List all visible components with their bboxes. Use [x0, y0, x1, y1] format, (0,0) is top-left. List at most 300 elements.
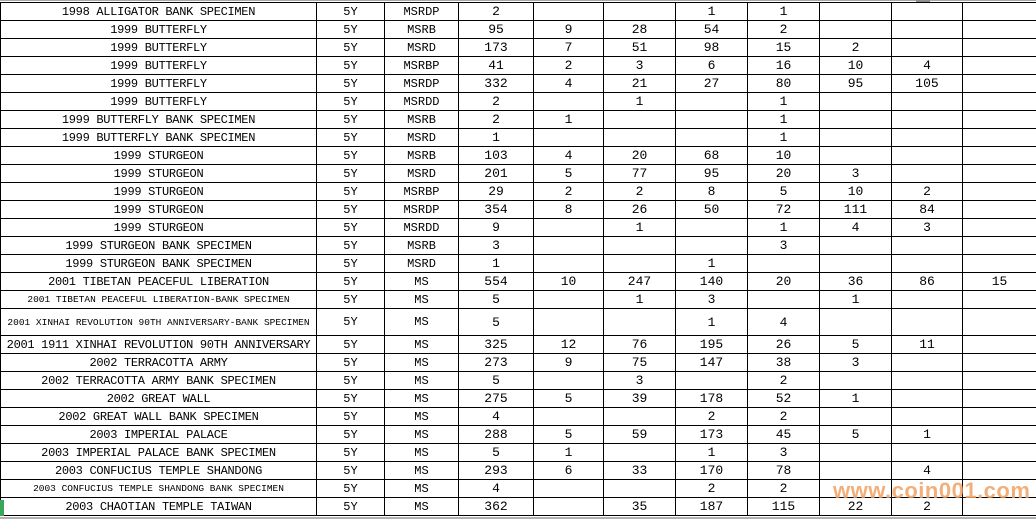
cell-count[interactable] — [963, 75, 1036, 93]
cell-count[interactable]: 10 — [534, 273, 604, 291]
cell-count[interactable]: 2 — [534, 57, 604, 75]
cell-grade[interactable]: MS — [385, 444, 459, 462]
cell-coin-name[interactable]: 1999 BUTTERFLY — [1, 75, 317, 93]
cell-count[interactable]: 50 — [676, 201, 748, 219]
cell-coin-name[interactable]: 2001 XINHAI REVOLUTION 90TH ANNIVERSARY-BANK SPECIMEN — [1, 309, 317, 336]
cell-count[interactable] — [604, 111, 676, 129]
cell-count[interactable]: 3 — [820, 354, 892, 372]
cell-count[interactable]: 4 — [459, 480, 534, 498]
cell-count[interactable] — [963, 165, 1036, 183]
cell-count[interactable]: 8 — [676, 183, 748, 201]
cell-count[interactable] — [676, 237, 748, 255]
cell-count[interactable] — [892, 237, 963, 255]
cell-count[interactable]: 2 — [459, 3, 534, 21]
cell-grade[interactable]: MS — [385, 354, 459, 372]
cell-count[interactable]: 3 — [748, 237, 820, 255]
cell-count[interactable]: 26 — [604, 201, 676, 219]
cell-count[interactable]: 35 — [604, 498, 676, 516]
cell-grade[interactable]: MS — [385, 372, 459, 390]
cell-count[interactable] — [892, 3, 963, 21]
cell-count[interactable]: 5 — [459, 372, 534, 390]
cell-denomination[interactable]: 5Y — [317, 57, 385, 75]
cell-count[interactable]: 12 — [534, 336, 604, 354]
cell-coin-name[interactable]: 2003 CONFUCIUS TEMPLE SHANDONG — [1, 462, 317, 480]
cell-count[interactable] — [820, 408, 892, 426]
cell-count[interactable]: 28 — [604, 21, 676, 39]
cell-denomination[interactable]: 5Y — [317, 408, 385, 426]
cell-count[interactable] — [963, 390, 1036, 408]
cell-count[interactable]: 325 — [459, 336, 534, 354]
cell-count[interactable]: 1 — [892, 426, 963, 444]
cell-count[interactable]: 2 — [748, 480, 820, 498]
cell-denomination[interactable]: 5Y — [317, 309, 385, 336]
cell-count[interactable]: 293 — [459, 462, 534, 480]
cell-coin-name[interactable]: 2001 TIBETAN PEACEFUL LIBERATION-BANK SPECIMEN — [1, 291, 317, 309]
cell-count[interactable]: 201 — [459, 165, 534, 183]
cell-count[interactable]: 21 — [604, 75, 676, 93]
cell-count[interactable] — [820, 372, 892, 390]
cell-coin-name[interactable]: 2001 1911 XINHAI REVOLUTION 90TH ANNIVERSARY — [1, 336, 317, 354]
cell-grade[interactable]: MSRD — [385, 165, 459, 183]
cell-count[interactable]: 1 — [604, 291, 676, 309]
cell-count[interactable]: 33 — [604, 462, 676, 480]
cell-grade[interactable]: MS — [385, 462, 459, 480]
cell-count[interactable]: 20 — [748, 165, 820, 183]
cell-count[interactable] — [534, 372, 604, 390]
cell-count[interactable] — [963, 408, 1036, 426]
cell-denomination[interactable]: 5Y — [317, 129, 385, 147]
cell-grade[interactable]: MSRDP — [385, 3, 459, 21]
cell-count[interactable]: 4 — [534, 75, 604, 93]
cell-count[interactable]: 59 — [604, 426, 676, 444]
cell-count[interactable] — [892, 309, 963, 336]
cell-count[interactable] — [604, 408, 676, 426]
cell-count[interactable] — [604, 255, 676, 273]
cell-count[interactable]: 4 — [820, 219, 892, 237]
cell-count[interactable]: 4 — [892, 57, 963, 75]
cell-denomination[interactable]: 5Y — [317, 498, 385, 516]
cell-grade[interactable]: MS — [385, 273, 459, 291]
cell-count[interactable]: 95 — [820, 75, 892, 93]
cell-grade[interactable]: MSRDD — [385, 93, 459, 111]
cell-count[interactable] — [963, 498, 1036, 516]
cell-count[interactable] — [963, 426, 1036, 444]
cell-denomination[interactable]: 5Y — [317, 444, 385, 462]
cell-count[interactable]: 5 — [534, 390, 604, 408]
cell-count[interactable]: 51 — [604, 39, 676, 57]
cell-count[interactable] — [963, 255, 1036, 273]
cell-count[interactable]: 7 — [534, 39, 604, 57]
cell-count[interactable] — [604, 480, 676, 498]
cell-count[interactable]: 273 — [459, 354, 534, 372]
cell-denomination[interactable]: 5Y — [317, 273, 385, 291]
cell-count[interactable]: 288 — [459, 426, 534, 444]
cell-coin-name[interactable]: 2003 CHAOTIAN TEMPLE TAIWAN — [1, 498, 317, 516]
cell-count[interactable]: 554 — [459, 273, 534, 291]
cell-count[interactable]: 10 — [820, 57, 892, 75]
cell-coin-name[interactable]: 2003 CONFUCIUS TEMPLE SHANDONG BANK SPECIMEN — [1, 480, 317, 498]
cell-grade[interactable]: MS — [385, 309, 459, 336]
cell-count[interactable]: 76 — [604, 336, 676, 354]
cell-count[interactable]: 173 — [676, 426, 748, 444]
cell-count[interactable]: 84 — [892, 201, 963, 219]
cell-grade[interactable]: MS — [385, 498, 459, 516]
cell-count[interactable] — [892, 291, 963, 309]
cell-count[interactable]: 72 — [748, 201, 820, 219]
cell-count[interactable]: 3 — [892, 219, 963, 237]
cell-count[interactable]: 3 — [820, 165, 892, 183]
cell-count[interactable] — [892, 480, 963, 498]
cell-count[interactable]: 3 — [459, 237, 534, 255]
cell-count[interactable]: 2 — [534, 183, 604, 201]
cell-count[interactable] — [963, 93, 1036, 111]
cell-count[interactable]: 98 — [676, 39, 748, 57]
cell-count[interactable]: 2 — [459, 111, 534, 129]
cell-count[interactable] — [963, 183, 1036, 201]
cell-coin-name[interactable]: 2003 IMPERIAL PALACE BANK SPECIMEN — [1, 444, 317, 462]
cell-count[interactable]: 2 — [676, 408, 748, 426]
cell-denomination[interactable]: 5Y — [317, 111, 385, 129]
cell-count[interactable]: 187 — [676, 498, 748, 516]
cell-count[interactable] — [676, 372, 748, 390]
cell-denomination[interactable]: 5Y — [317, 219, 385, 237]
cell-count[interactable]: 332 — [459, 75, 534, 93]
cell-grade[interactable]: MSRDP — [385, 75, 459, 93]
cell-count[interactable]: 1 — [676, 3, 748, 21]
cell-count[interactable] — [963, 372, 1036, 390]
cell-grade[interactable]: MS — [385, 408, 459, 426]
cell-count[interactable]: 75 — [604, 354, 676, 372]
cell-coin-name[interactable]: 1999 STURGEON — [1, 147, 317, 165]
cell-count[interactable] — [676, 93, 748, 111]
cell-denomination[interactable]: 5Y — [317, 165, 385, 183]
cell-grade[interactable]: MSRDD — [385, 219, 459, 237]
cell-count[interactable]: 140 — [676, 273, 748, 291]
cell-count[interactable]: 10 — [820, 183, 892, 201]
cell-denomination[interactable]: 5Y — [317, 3, 385, 21]
cell-count[interactable] — [534, 219, 604, 237]
cell-denomination[interactable]: 5Y — [317, 201, 385, 219]
cell-count[interactable] — [604, 237, 676, 255]
cell-count[interactable] — [820, 462, 892, 480]
cell-count[interactable]: 39 — [604, 390, 676, 408]
cell-count[interactable] — [963, 57, 1036, 75]
cell-coin-name[interactable]: 1999 STURGEON — [1, 201, 317, 219]
cell-count[interactable] — [963, 336, 1036, 354]
cell-count[interactable] — [534, 3, 604, 21]
cell-count[interactable]: 77 — [604, 165, 676, 183]
cell-count[interactable]: 247 — [604, 273, 676, 291]
cell-grade[interactable]: MSRB — [385, 111, 459, 129]
cell-count[interactable]: 2 — [676, 480, 748, 498]
cell-count[interactable]: 1 — [820, 291, 892, 309]
cell-count[interactable] — [963, 444, 1036, 462]
cell-count[interactable] — [748, 291, 820, 309]
cell-count[interactable] — [963, 237, 1036, 255]
cell-count[interactable] — [534, 309, 604, 336]
cell-coin-name[interactable]: 2001 TIBETAN PEACEFUL LIBERATION — [1, 273, 317, 291]
cell-count[interactable]: 115 — [748, 498, 820, 516]
cell-grade[interactable]: MSRD — [385, 255, 459, 273]
cell-denomination[interactable]: 5Y — [317, 147, 385, 165]
cell-count[interactable]: 4 — [748, 309, 820, 336]
cell-denomination[interactable]: 5Y — [317, 336, 385, 354]
cell-grade[interactable]: MS — [385, 426, 459, 444]
cell-denomination[interactable]: 5Y — [317, 291, 385, 309]
cell-count[interactable]: 2 — [748, 372, 820, 390]
cell-count[interactable]: 2 — [604, 183, 676, 201]
cell-count[interactable]: 2 — [820, 39, 892, 57]
cell-count[interactable]: 20 — [748, 273, 820, 291]
cell-count[interactable]: 22 — [820, 498, 892, 516]
cell-count[interactable] — [963, 39, 1036, 57]
cell-count[interactable] — [604, 444, 676, 462]
cell-count[interactable]: 362 — [459, 498, 534, 516]
cell-count[interactable] — [534, 480, 604, 498]
cell-count[interactable]: 36 — [820, 273, 892, 291]
cell-count[interactable]: 5 — [748, 183, 820, 201]
cell-count[interactable] — [892, 129, 963, 147]
cell-count[interactable]: 95 — [676, 165, 748, 183]
cell-coin-name[interactable]: 1999 STURGEON BANK SPECIMEN — [1, 255, 317, 273]
cell-count[interactable]: 26 — [748, 336, 820, 354]
cell-count[interactable]: 4 — [892, 462, 963, 480]
cell-count[interactable]: 1 — [676, 309, 748, 336]
cell-coin-name[interactable]: 1999 BUTTERFLY — [1, 57, 317, 75]
cell-count[interactable] — [820, 3, 892, 21]
cell-count[interactable]: 2 — [892, 183, 963, 201]
cell-count[interactable]: 9 — [534, 354, 604, 372]
cell-coin-name[interactable]: 1999 BUTTERFLY — [1, 39, 317, 57]
cell-count[interactable]: 80 — [748, 75, 820, 93]
cell-count[interactable]: 1 — [459, 255, 534, 273]
cell-count[interactable]: 2 — [459, 93, 534, 111]
cell-count[interactable] — [963, 111, 1036, 129]
cell-count[interactable]: 5 — [820, 426, 892, 444]
cell-count[interactable] — [604, 3, 676, 21]
cell-count[interactable]: 195 — [676, 336, 748, 354]
cell-count[interactable] — [892, 444, 963, 462]
cell-count[interactable] — [820, 129, 892, 147]
cell-count[interactable] — [534, 291, 604, 309]
cell-count[interactable]: 1 — [534, 444, 604, 462]
cell-count[interactable]: 9 — [459, 219, 534, 237]
cell-count[interactable]: 103 — [459, 147, 534, 165]
cell-count[interactable] — [963, 21, 1036, 39]
cell-denomination[interactable]: 5Y — [317, 93, 385, 111]
cell-count[interactable] — [892, 93, 963, 111]
cell-count[interactable] — [963, 291, 1036, 309]
cell-count[interactable] — [820, 255, 892, 273]
cell-coin-name[interactable]: 1998 ALLIGATOR BANK SPECIMEN — [1, 3, 317, 21]
cell-denomination[interactable]: 5Y — [317, 354, 385, 372]
cell-count[interactable]: 1 — [748, 111, 820, 129]
cell-count[interactable] — [963, 309, 1036, 336]
cell-count[interactable] — [963, 462, 1036, 480]
cell-count[interactable]: 1 — [676, 444, 748, 462]
cell-count[interactable]: 173 — [459, 39, 534, 57]
cell-denomination[interactable]: 5Y — [317, 390, 385, 408]
cell-count[interactable] — [534, 498, 604, 516]
cell-count[interactable]: 1 — [748, 219, 820, 237]
cell-denomination[interactable]: 5Y — [317, 39, 385, 57]
cell-count[interactable] — [676, 219, 748, 237]
cell-count[interactable] — [963, 129, 1036, 147]
cell-count[interactable]: 20 — [604, 147, 676, 165]
cell-count[interactable] — [534, 255, 604, 273]
cell-count[interactable] — [820, 147, 892, 165]
cell-grade[interactable]: MSRBP — [385, 57, 459, 75]
cell-count[interactable]: 178 — [676, 390, 748, 408]
cell-coin-name[interactable]: 1999 BUTTERFLY BANK SPECIMEN — [1, 111, 317, 129]
cell-count[interactable]: 1 — [459, 129, 534, 147]
cell-grade[interactable]: MSRB — [385, 237, 459, 255]
cell-count[interactable]: 9 — [534, 21, 604, 39]
cell-count[interactable]: 10 — [748, 147, 820, 165]
cell-count[interactable]: 54 — [676, 21, 748, 39]
cell-count[interactable]: 3 — [604, 57, 676, 75]
cell-grade[interactable]: MSRB — [385, 21, 459, 39]
cell-count[interactable]: 1 — [748, 93, 820, 111]
cell-count[interactable]: 1 — [676, 255, 748, 273]
cell-count[interactable]: 5 — [534, 165, 604, 183]
cell-grade[interactable]: MS — [385, 390, 459, 408]
cell-grade[interactable]: MSRD — [385, 39, 459, 57]
cell-count[interactable]: 86 — [892, 273, 963, 291]
cell-count[interactable]: 38 — [748, 354, 820, 372]
cell-count[interactable]: 5 — [459, 309, 534, 336]
cell-count[interactable]: 5 — [534, 426, 604, 444]
cell-count[interactable] — [963, 3, 1036, 21]
cell-count[interactable]: 3 — [748, 444, 820, 462]
cell-coin-name[interactable]: 1999 STURGEON — [1, 183, 317, 201]
cell-count[interactable] — [963, 480, 1036, 498]
cell-count[interactable] — [892, 408, 963, 426]
cell-count[interactable]: 3 — [676, 291, 748, 309]
cell-count[interactable]: 5 — [459, 291, 534, 309]
cell-count[interactable]: 1 — [604, 219, 676, 237]
cell-count[interactable]: 105 — [892, 75, 963, 93]
cell-coin-name[interactable]: 1999 BUTTERFLY — [1, 21, 317, 39]
cell-denomination[interactable]: 5Y — [317, 480, 385, 498]
cell-count[interactable]: 4 — [534, 147, 604, 165]
cell-count[interactable]: 95 — [459, 21, 534, 39]
cell-count[interactable]: 45 — [748, 426, 820, 444]
cell-denomination[interactable]: 5Y — [317, 75, 385, 93]
cell-coin-name[interactable]: 2002 GREAT WALL — [1, 390, 317, 408]
cell-coin-name[interactable]: 1999 STURGEON BANK SPECIMEN — [1, 237, 317, 255]
cell-coin-name[interactable]: 1999 STURGEON — [1, 165, 317, 183]
cell-coin-name[interactable]: 2002 TERRACOTTA ARMY BANK SPECIMEN — [1, 372, 317, 390]
cell-count[interactable] — [820, 21, 892, 39]
cell-count[interactable]: 1 — [820, 390, 892, 408]
cell-denomination[interactable]: 5Y — [317, 183, 385, 201]
cell-count[interactable]: 1 — [604, 93, 676, 111]
cell-count[interactable] — [820, 237, 892, 255]
cell-denomination[interactable]: 5Y — [317, 462, 385, 480]
cell-grade[interactable]: MS — [385, 480, 459, 498]
cell-count[interactable]: 15 — [963, 273, 1036, 291]
cell-count[interactable]: 2 — [892, 498, 963, 516]
cell-grade[interactable]: MSRB — [385, 147, 459, 165]
cell-count[interactable]: 11 — [892, 336, 963, 354]
cell-denomination[interactable]: 5Y — [317, 255, 385, 273]
cell-count[interactable]: 15 — [748, 39, 820, 57]
cell-count[interactable]: 5 — [459, 444, 534, 462]
cell-denomination[interactable]: 5Y — [317, 21, 385, 39]
cell-count[interactable] — [534, 237, 604, 255]
cell-count[interactable] — [892, 39, 963, 57]
cell-count[interactable]: 147 — [676, 354, 748, 372]
cell-count[interactable]: 78 — [748, 462, 820, 480]
cell-count[interactable] — [820, 444, 892, 462]
cell-count[interactable]: 275 — [459, 390, 534, 408]
cell-count[interactable] — [892, 21, 963, 39]
cell-count[interactable] — [892, 255, 963, 273]
cell-count[interactable] — [820, 480, 892, 498]
cell-coin-name[interactable]: 2002 GREAT WALL BANK SPECIMEN — [1, 408, 317, 426]
cell-count[interactable]: 16 — [748, 57, 820, 75]
cell-count[interactable] — [892, 390, 963, 408]
cell-count[interactable] — [963, 219, 1036, 237]
cell-grade[interactable]: MS — [385, 336, 459, 354]
cell-grade[interactable]: MS — [385, 291, 459, 309]
cell-count[interactable] — [676, 111, 748, 129]
cell-count[interactable]: 27 — [676, 75, 748, 93]
cell-coin-name[interactable]: 2003 IMPERIAL PALACE — [1, 426, 317, 444]
cell-grade[interactable]: MSRDP — [385, 201, 459, 219]
cell-count[interactable] — [892, 111, 963, 129]
cell-count[interactable]: 3 — [604, 372, 676, 390]
cell-grade[interactable]: MSRD — [385, 129, 459, 147]
cell-count[interactable] — [892, 147, 963, 165]
cell-count[interactable]: 6 — [534, 462, 604, 480]
cell-count[interactable] — [604, 129, 676, 147]
cell-count[interactable]: 6 — [676, 57, 748, 75]
cell-count[interactable]: 68 — [676, 147, 748, 165]
cell-count[interactable] — [820, 111, 892, 129]
cell-count[interactable] — [963, 201, 1036, 219]
cell-count[interactable] — [534, 408, 604, 426]
cell-count[interactable] — [534, 93, 604, 111]
cell-count[interactable] — [748, 255, 820, 273]
cell-count[interactable] — [534, 129, 604, 147]
cell-count[interactable]: 1 — [534, 111, 604, 129]
cell-count[interactable]: 4 — [459, 408, 534, 426]
cell-count[interactable]: 354 — [459, 201, 534, 219]
cell-coin-name[interactable]: 1999 BUTTERFLY — [1, 93, 317, 111]
cell-coin-name[interactable]: 1999 BUTTERFLY BANK SPECIMEN — [1, 129, 317, 147]
cell-count[interactable]: 170 — [676, 462, 748, 480]
cell-count[interactable] — [604, 309, 676, 336]
cell-count[interactable] — [963, 354, 1036, 372]
cell-count[interactable] — [963, 147, 1036, 165]
cell-denomination[interactable]: 5Y — [317, 237, 385, 255]
cell-count[interactable]: 1 — [748, 3, 820, 21]
cell-count[interactable]: 52 — [748, 390, 820, 408]
cell-count[interactable]: 41 — [459, 57, 534, 75]
cell-count[interactable] — [820, 309, 892, 336]
cell-count[interactable]: 29 — [459, 183, 534, 201]
cell-count[interactable] — [892, 372, 963, 390]
cell-denomination[interactable]: 5Y — [317, 372, 385, 390]
cell-count[interactable] — [820, 93, 892, 111]
cell-count[interactable] — [892, 165, 963, 183]
cell-coin-name[interactable]: 2002 TERRACOTTA ARMY — [1, 354, 317, 372]
cell-count[interactable]: 1 — [748, 129, 820, 147]
cell-count[interactable]: 111 — [820, 201, 892, 219]
cell-count[interactable]: 2 — [748, 21, 820, 39]
